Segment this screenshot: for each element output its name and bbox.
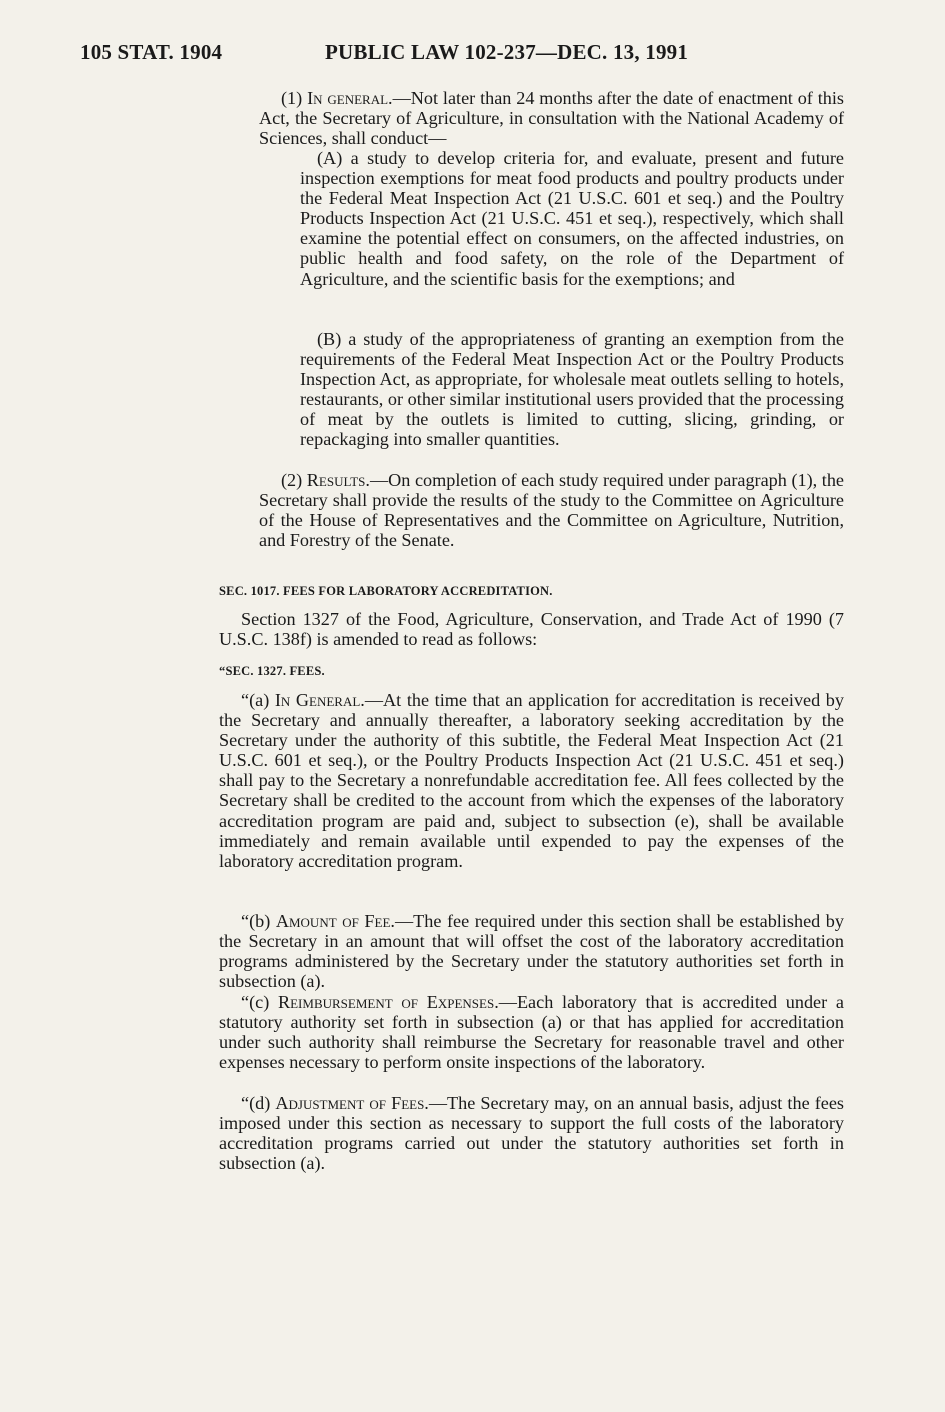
subsection-heading: Adjustment of Fees. [275, 1093, 429, 1113]
subsection-heading: Reimbursement of Expenses. [277, 992, 499, 1012]
subparagraph-a: (A) a study to develop criteria for, and evaluate, present and future inspection exemptions for meat food products and poultry products under the Federal Meat Inspection Act (21 U.S.C. 601 et seq.) and the Poultry Products Inspection Act (21 U.S.C. 451 et seq.), respectively, which shall examine the potential effect on consumers, on the affected industries, on public health and food safety, on the role of the Department of Agriculture, and the scientific basis for the exemptions; and [300, 148, 844, 289]
subsection-a-in-general: “(a) In General.—At the time that an application for accreditation is received by the Secretary and annually thereafter, a laboratory seeking accreditation by the Secretary under the authority of this subtitle, the Federal Meat Inspection Act (21 U.S.C. 601 et seq.), or the Poultry Products Inspection Act (21 U.S.C. 451 et seq.) shall pay to the Secretary a nonrefundable accreditation fee. All fees collected by the Secretary shall be credited to the account from which the expenses of the laboratory accreditation program are paid and, subject to subsection (e), shall be available immediately and remain available until expended to pay the expenses of the laboratory accreditation program. [219, 690, 844, 871]
paragraph-heading: Results. [306, 470, 370, 490]
subsection-heading: Amount of Fee. [275, 911, 395, 931]
subsection-heading: In General. [274, 690, 365, 710]
subsection-c-reimbursement: “(c) Reimbursement of Expenses.—Each laboratory that is accredited under a statutory authority set forth in subsection (a) or that has applied for accreditation under such authority shall reimburse the Secretary for reasonable travel and other expenses necessary to perform onsite inspections of the laboratory. [219, 992, 844, 1073]
statute-page-number: 105 STAT. 1904 [80, 40, 223, 64]
section-1327-heading: “SEC. 1327. FEES. [219, 664, 325, 678]
public-law-citation: PUBLIC LAW 102-237—DEC. 13, 1991 [325, 40, 689, 64]
subparagraph-b: (B) a study of the appropriateness of granting an exemption from the requirements of the Federal Meat Inspection Act or the Poultry Products Inspection Act, as appropriate, for wholesale meat outlets selling to hotels, restaurants, or other similar institutional users provided that the processing of meat by the outlets is limited to cutting, slicing, grinding, or repackaging into smaller quantities. [300, 329, 844, 450]
section-1017-text: Section 1327 of the Food, Agriculture, Conservation, and Trade Act of 1990 (7 U.S.C. 138f) is amended to read as follows: [219, 609, 844, 650]
section-1017-heading: SEC. 1017. FEES FOR LABORATORY ACCREDITATION. [219, 584, 553, 598]
subsection-d-adjustment-of-fees: “(d) Adjustment of Fees.—The Secretary may, on an annual basis, adjust the fees imposed under this section as necessary to support the full costs of the laboratory accreditation programs carried out under the statutory authorities set forth in subsection (a). [219, 1093, 844, 1174]
paragraph-2-results: (2) Results.—On completion of each study required under paragraph (1), the Secretary shall provide the results of the study to the Committee on Agriculture of the House of Representatives and the Committee on Agriculture, Nutrition, and Forestry of the Senate. [259, 470, 844, 551]
paragraph-heading: In general. [307, 88, 393, 108]
subsection-b-amount-of-fee: “(b) Amount of Fee.—The fee required under this section shall be established by the Secretary in an amount that will offset the cost of the laboratory accreditation programs administered by the Secretary under the statutory authorities set forth in subsection (a). [219, 911, 844, 992]
paragraph-1-in-general: (1) In general.—Not later than 24 months after the date of enactment of this Act, the Secretary of Agriculture, in consultation with the National Academy of Sciences, shall conduct— [259, 88, 845, 149]
